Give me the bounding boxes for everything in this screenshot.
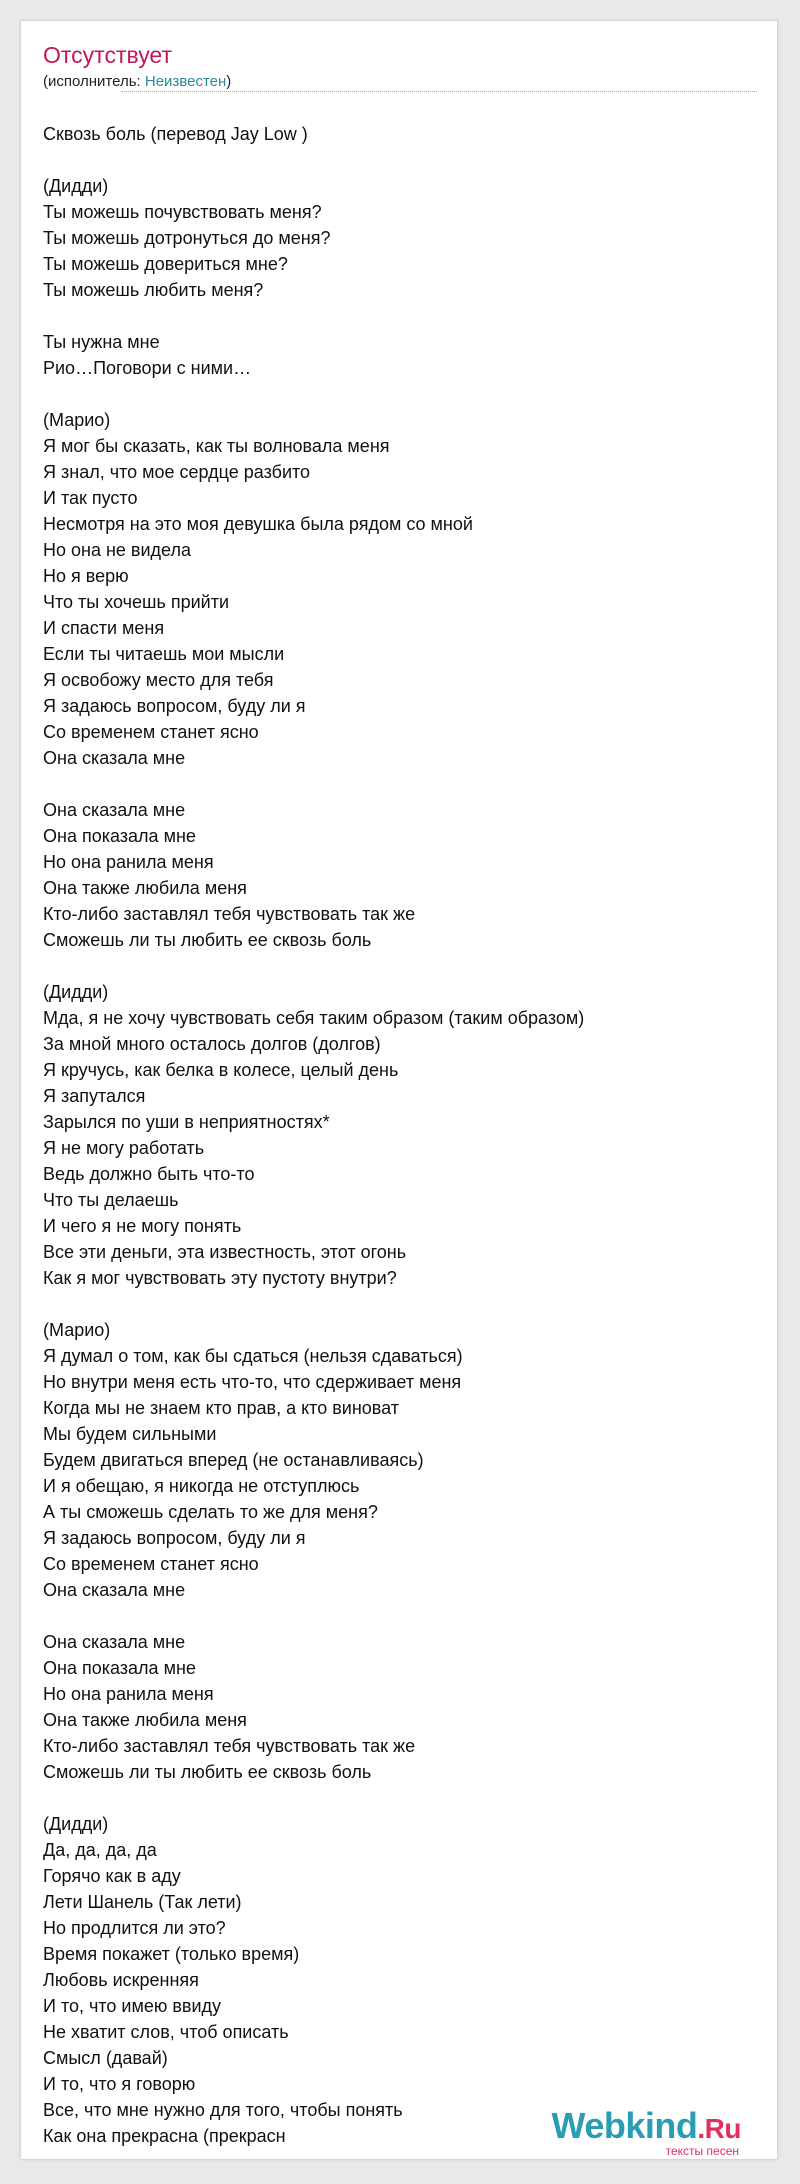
artist-link[interactable]: Неизвестен (144, 73, 227, 90)
lyric-line: И так пусто (43, 488, 138, 508)
lyric-line: Но она ранила меня (43, 852, 214, 872)
lyric-line: Ты можешь дотронуться до меня? (43, 228, 331, 248)
lyric-line: Она сказала мне (43, 748, 186, 768)
lyric-line: Она показала мне (43, 826, 196, 846)
lyric-line: Я освобожу место для тебя (43, 670, 274, 690)
lyric-line: Она показала мне (43, 1658, 196, 1678)
lyric-line: А ты сможешь сделать то же для меня? (43, 1502, 378, 1522)
lyric-line: Она сказала мне (43, 800, 186, 820)
lyrics-body (43, 121, 753, 2149)
logo-wordmark (552, 2107, 741, 2148)
logo-subtitle: тексты песен (665, 2144, 739, 2158)
lyric-line: Но она ранила меня (43, 1684, 214, 1704)
lyric-line: Если ты читаешь мои мысли (43, 644, 285, 664)
lyric-blank-line (43, 303, 753, 329)
lyric-blank-line (43, 1785, 753, 1811)
lyric-line: Смысл (давай) (43, 2048, 168, 2068)
lyric-line: Кто-либо заставлял тебя чувствовать так же (43, 1736, 416, 1756)
lyric-line: (Марио) (43, 410, 111, 430)
lyric-line: Она также любила меня (43, 878, 247, 898)
lyric-line: Когда мы не знаем кто прав, а кто виноват (43, 1398, 400, 1418)
lyric-line: Сможешь ли ты любить ее сквозь боль (43, 1762, 372, 1782)
lyric-line: Я не могу работать (43, 1138, 205, 1158)
lyric-line: Ты можешь любить меня? (43, 280, 264, 300)
lyric-line: Любовь искренняя (43, 1970, 199, 1990)
lyric-line: За мной много осталось долгов (долгов) (43, 1034, 381, 1054)
artist-line (43, 72, 231, 92)
lyric-line: Ведь должно быть что-то (43, 1164, 255, 1184)
lyric-line: Лети Шанель (Так лети) (43, 1892, 242, 1912)
lyric-line: (Марио) (43, 1320, 111, 1340)
lyric-line: Да, да, да, да (43, 1840, 157, 1860)
lyric-line: Со временем станет ясно (43, 722, 259, 742)
lyric-line: Она сказала мне (43, 1632, 186, 1652)
lyric-blank-line (43, 953, 753, 979)
lyric-blank-line (43, 1291, 753, 1317)
lyric-line: (Дидди) (43, 1814, 109, 1834)
song-title: Отсутствует (43, 42, 172, 68)
lyrics-card (20, 20, 778, 2160)
lyric-line: Сможешь ли ты любить ее сквозь боль (43, 930, 372, 950)
lyric-line: (Дидди) (43, 176, 109, 196)
lyric-line: Ты можешь почувствовать меня? (43, 202, 322, 222)
lyric-line: Не хватит слов, чтоб описать (43, 2022, 289, 2042)
lyric-line: Рио…Поговори с ними… (43, 358, 252, 378)
lyric-line: И то, что я говорю (43, 2074, 196, 2094)
lyric-blank-line (43, 147, 753, 173)
lyric-line: Горячо как в аду (43, 1866, 181, 1886)
lyric-blank-line (43, 1603, 753, 1629)
lyric-line: Я мог бы сказать, как ты волновала меня (43, 436, 390, 456)
lyric-line: Я задаюсь вопросом, буду ли я (43, 696, 306, 716)
lyric-blank-line (43, 381, 753, 407)
lyric-line: Я задаюсь вопросом, буду ли я (43, 1528, 306, 1548)
site-logo[interactable] (552, 2107, 741, 2158)
logo-main-text: Webkind (551, 2105, 698, 2146)
lyric-line: Но внутри меня есть что-то, что сдерживает меня (43, 1372, 462, 1392)
lyric-line: Будем двигаться вперед (не останавливаясь) (43, 1450, 424, 1470)
lyric-line: Я запутался (43, 1086, 146, 1106)
artist-suffix: ) (226, 73, 232, 90)
lyric-line: Что ты делаешь (43, 1190, 179, 1210)
lyric-line: И то, что имею ввиду (43, 1996, 222, 2016)
lyric-line: Я знал, что мое сердце разбито (43, 462, 311, 482)
lyric-line: Несмотря на это моя девушка была рядом со мной (43, 514, 473, 534)
lyric-line: Сквозь боль (перевод Jay Low ) (43, 124, 308, 144)
lyric-line: Я кручусь, как белка в колесе, целый день (43, 1060, 399, 1080)
lyric-line: И я обещаю, я никогда не отступлюсь (43, 1476, 360, 1496)
header-divider (121, 91, 757, 92)
lyric-line: (Дидди) (43, 982, 109, 1002)
lyric-line: Как я мог чувствовать эту пустоту внутри? (43, 1268, 397, 1288)
lyric-line: Как она прекрасна (прекрасн (43, 2126, 286, 2146)
lyric-line: Время покажет (только время) (43, 1944, 300, 1964)
artist-prefix: (исполнитель: (43, 73, 145, 90)
lyric-line: Что ты хочешь прийти (43, 592, 230, 612)
lyric-line: Я думал о том, как бы сдаться (нельзя сдаваться) (43, 1346, 463, 1366)
lyric-line: Со временем станет ясно (43, 1554, 259, 1574)
lyric-line: Ты можешь довериться мне? (43, 254, 288, 274)
lyric-line: Но я верю (43, 566, 129, 586)
lyric-line: Она также любила меня (43, 1710, 247, 1730)
logo-suffix: .Ru (697, 2113, 741, 2144)
lyric-line: Но она не видела (43, 540, 191, 560)
lyric-line: И чего я не могу понять (43, 1216, 242, 1236)
lyric-line: И спасти меня (43, 618, 165, 638)
lyric-blank-line (43, 771, 753, 797)
lyric-line: Мда, я не хочу чувствовать себя таким образом (таким образом) (43, 1008, 585, 1028)
lyric-line: Кто-либо заставлял тебя чувствовать так же (43, 904, 416, 924)
lyric-line: Ты нужна мне (43, 332, 160, 352)
lyric-line: Она сказала мне (43, 1580, 186, 1600)
lyric-line: Все, что мне нужно для того, чтобы понять (43, 2100, 403, 2120)
lyric-line: Зарылся по уши в неприятностях* (43, 1112, 330, 1132)
lyric-line: Все эти деньги, эта известность, этот огонь (43, 1242, 407, 1262)
lyric-line: Мы будем сильными (43, 1424, 217, 1444)
lyric-line: Но продлится ли это? (43, 1918, 226, 1938)
